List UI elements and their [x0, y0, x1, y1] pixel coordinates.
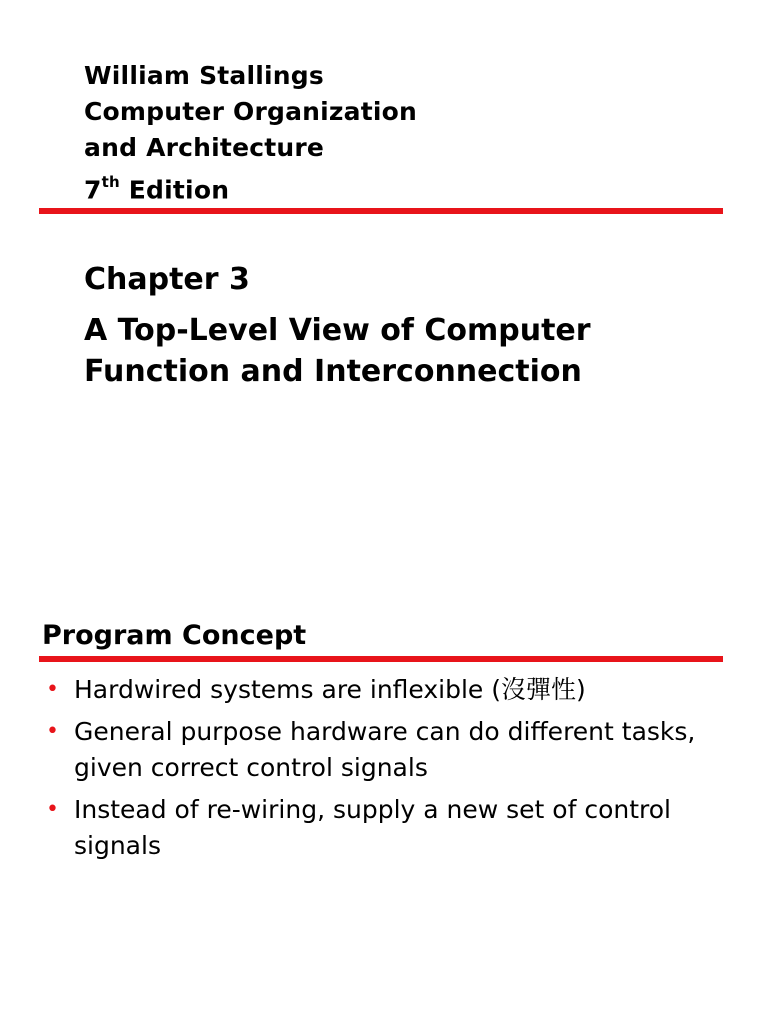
bullet-item: [42, 672, 732, 708]
book-info: [84, 58, 417, 208]
chapter-title-line-2: Function and Interconnection: [84, 354, 582, 389]
bullet-icon: •: [46, 719, 59, 744]
bullet-text: Instead of re-wiring, supply a new set of control signals: [74, 795, 671, 860]
bullet-list: [42, 672, 732, 870]
author-name: William Stallings: [84, 61, 324, 90]
bullet-icon: •: [46, 677, 59, 702]
red-divider: [39, 656, 723, 662]
edition-suffix: th: [101, 173, 120, 191]
bullet-item: [42, 714, 732, 786]
red-divider: [39, 208, 723, 214]
bullet-item: [42, 792, 732, 864]
bullet-text: General purpose hardware can do different tasks, given correct control signals: [74, 717, 696, 782]
edition-line: [84, 166, 417, 208]
edition-number: 7: [84, 175, 102, 205]
book-title-line-1: Computer Organization: [84, 97, 418, 126]
bullet-text: Hardwired systems are inflexible (沒彈性): [74, 675, 586, 704]
chapter-number: Chapter 3: [84, 262, 250, 297]
chapter-title: [84, 310, 591, 392]
slide-title: Program Concept: [42, 620, 307, 651]
edition-label: Edition: [128, 175, 230, 205]
chapter-title-line-1: A Top-Level View of Computer: [84, 313, 591, 348]
book-title-line-2: and Architecture: [84, 133, 325, 162]
bullet-icon: •: [46, 797, 59, 822]
program-concept-slide: [0, 512, 768, 1024]
